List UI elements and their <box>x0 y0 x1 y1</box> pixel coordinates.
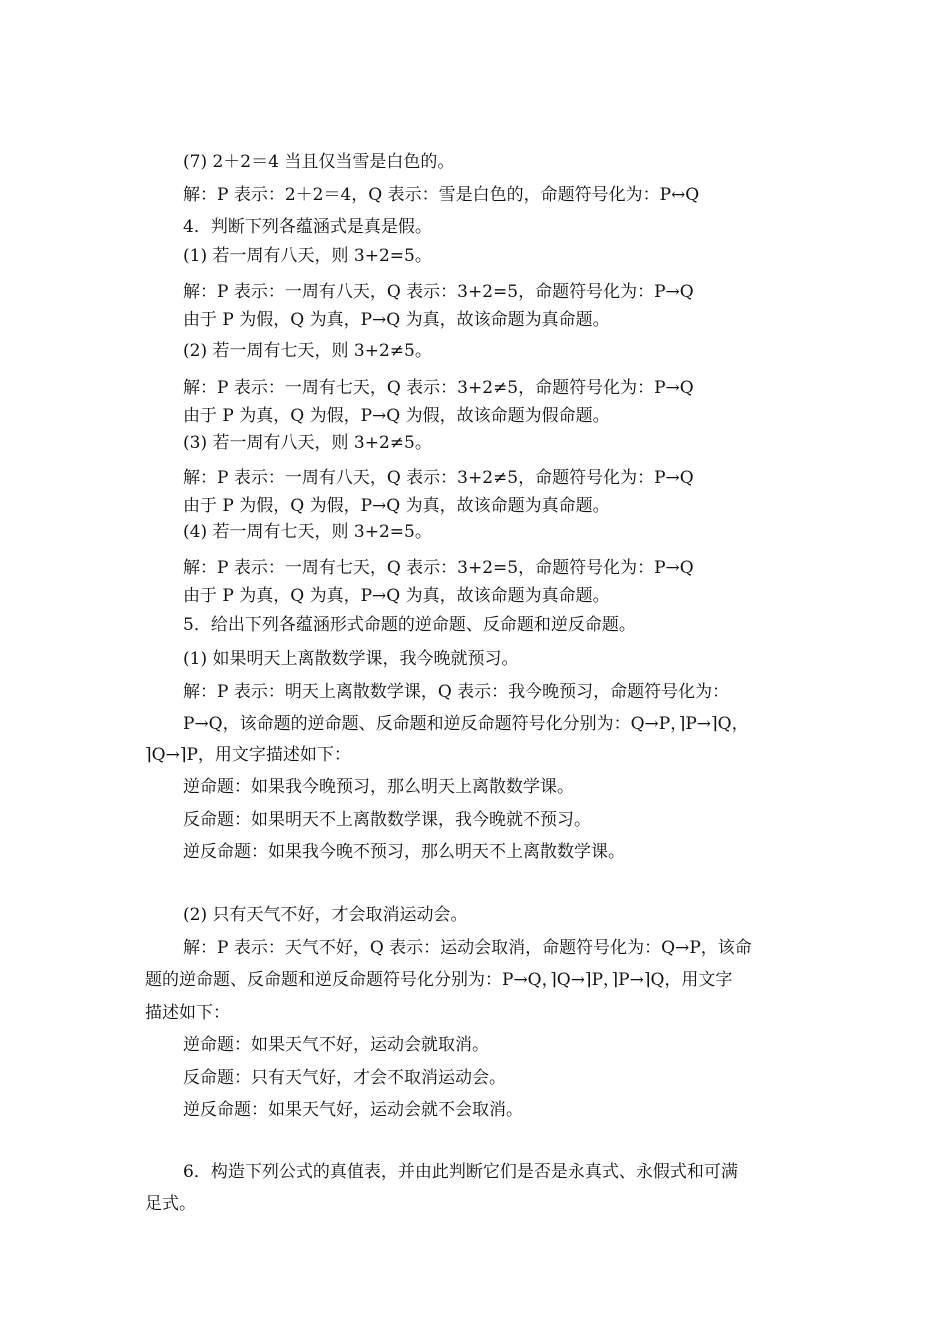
text-line: 解：P 表示：2＋2＝4，Q 表示：雪是白色的，命题符号化为：P↔Q <box>183 185 700 205</box>
text-line: 由于 P 为真，Q 为假，P→Q 为假，故该命题为假命题。 <box>183 406 610 426</box>
text-line: 解：P 表示：明天上离散数学课，Q 表示：我今晚预习，命题符号化为： <box>183 682 730 702</box>
text-line: 解：P 表示：天气不好，Q 表示：运动会取消，命题符号化为：Q→P，该命 <box>183 938 752 958</box>
text-line: (2) 只有天气不好，才会取消运动会。 <box>183 905 468 925</box>
text-line: ⌉Q→⌉P，用文字描述如下： <box>145 745 351 765</box>
text-line: (7) 2＋2＝4 当且仅当雪是白色的。 <box>183 152 455 172</box>
text-line: 逆命题：如果天气不好，运动会就取消。 <box>183 1035 489 1055</box>
text-line: 足式。 <box>145 1194 196 1214</box>
text-line: 解：P 表示：一周有八天，Q 表示：3+2≠5，命题符号化为：P→Q <box>183 468 694 488</box>
text-line: (3) 若一周有八天，则 3+2≠5。 <box>183 433 432 453</box>
text-line: 由于 P 为假，Q 为真，P→Q 为真，故该命题为真命题。 <box>183 310 610 330</box>
text-line: 描述如下： <box>145 1003 230 1023</box>
text-line: P→Q，该命题的逆命题、反命题和逆反命题符号化分别为：Q→P，⌉P→⌉Q， <box>183 714 749 734</box>
text-line: 反命题：只有天气好，才会不取消运动会。 <box>183 1068 506 1088</box>
text-line: 4．判断下列各蕴涵式是真是假。 <box>183 217 432 237</box>
text-line: 逆命题：如果我今晚预习，那么明天上离散数学课。 <box>183 777 574 797</box>
text-line: 解：P 表示：一周有七天，Q 表示：3+2≠5，命题符号化为：P→Q <box>183 378 694 398</box>
text-line: 由于 P 为真，Q 为真，P→Q 为真，故该命题为真命题。 <box>183 586 610 606</box>
text-line: (4) 若一周有七天，则 3+2=5。 <box>183 522 432 542</box>
text-line: 5．给出下列各蕴涵形式命题的逆命题、反命题和逆反命题。 <box>183 615 636 635</box>
text-line: (1) 若一周有八天，则 3+2=5。 <box>183 246 432 266</box>
text-line: 逆反命题：如果天气好，运动会就不会取消。 <box>183 1100 523 1120</box>
text-line: 6．构造下列公式的真值表，并由此判断它们是否是永真式、永假式和可满 <box>183 1162 738 1182</box>
text-line: 题的逆命题、反命题和逆反命题符号化分别为：P→Q，⌉Q→⌉P，⌉P→⌉Q，用文字 <box>145 970 733 990</box>
text-line: (2) 若一周有七天，则 3+2≠5。 <box>183 341 432 361</box>
text-line: 反命题：如果明天不上离散数学课，我今晚就不预习。 <box>183 810 591 830</box>
text-line: 由于 P 为假，Q 为假，P→Q 为真，故该命题为真命题。 <box>183 496 610 516</box>
text-line: 逆反命题：如果我今晚不预习，那么明天不上离散数学课。 <box>183 842 625 862</box>
text-line: 解：P 表示：一周有八天，Q 表示：3+2=5，命题符号化为：P→Q <box>183 282 694 302</box>
text-line: (1) 如果明天上离散数学课，我今晚就预习。 <box>183 649 519 669</box>
text-line: 解：P 表示：一周有七天，Q 表示：3+2=5，命题符号化为：P→Q <box>183 558 694 578</box>
